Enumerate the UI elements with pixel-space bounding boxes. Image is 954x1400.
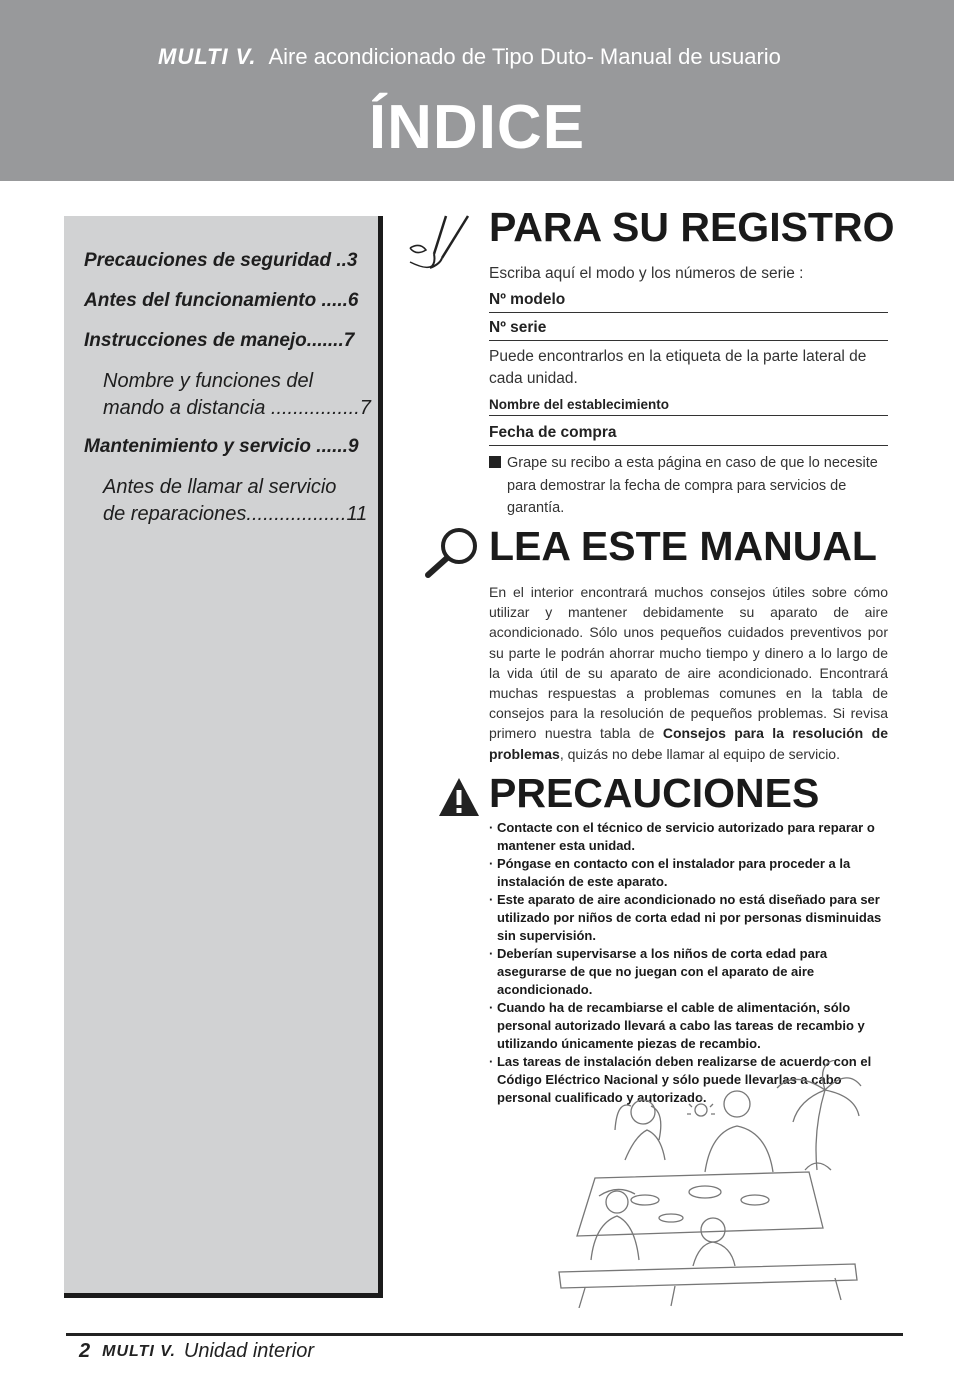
precaution-item: · Este aparato de aire acondicionado no está diseñado para ser utilizado por niños de corta edad ni por personas disminuidas sin supervisión.	[489, 892, 882, 943]
header-subtitle: Aire acondicionado de Tipo Duto- Manual de usuario	[268, 44, 781, 69]
section-title-registro: PARA SU REGISTRO	[489, 204, 895, 250]
registro-location-note: Puede encontrarlos en la etiqueta de la parte lateral de cada unidad.	[489, 348, 867, 387]
precaution-item: · Contacte con el técnico de servicio autorizado para reparar o mantener esta unidad.	[489, 820, 875, 853]
field-serie[interactable]: Nº serie	[489, 319, 888, 341]
page-title: ÍNDICE	[368, 93, 586, 162]
footer-rule	[66, 1333, 903, 1336]
toc-subitem-mando-line2[interactable]: mando a distancia ................7	[103, 397, 371, 419]
toc-subitem-mando-line1[interactable]: Nombre y funciones del	[103, 370, 314, 392]
precaution-item: · Cuando ha de recambiarse el cable de alimentación, sólo personal autorizado llevará a cabo las tareas de recambio y utilizando únicamente piezas de recambio.	[489, 1000, 865, 1051]
family-picnic-illustration	[555, 1060, 865, 1308]
precaution-item: · Deberían supervisarse a los niños de corta edad para asegurarse de que no juegan con el aparato de aire acondicionado.	[489, 946, 828, 997]
toc-item-antes-funcionamiento[interactable]: Antes del funcionamiento .....6	[84, 290, 359, 311]
toc-item-mantenimiento[interactable]: Mantenimiento y servicio ......9	[84, 436, 359, 457]
field-fecha-compra[interactable]: Fecha de compra	[489, 424, 888, 446]
registro-bullet-text: Grape su recibo a esta página en caso de que lo necesite para demostrar la fecha de compra para servicios de garantía.	[507, 455, 878, 516]
precaution-item: · Póngase en contacto con el instalador para proceder a la instalación de este aparato.	[489, 856, 851, 889]
page-number: 2	[79, 1340, 91, 1362]
toc-item-instrucciones[interactable]: Instrucciones de manejo.......7	[84, 330, 355, 351]
header-banner	[0, 0, 954, 181]
registro-bullet	[489, 452, 888, 520]
header-subtitle-row	[158, 44, 781, 70]
manual-body	[489, 582, 888, 764]
brand-logo: MULTI V.	[158, 44, 257, 69]
precaution-item: · Las tareas de instalación deben realizarse de acuerdo con el Código Eléctrico Nacional y sólo puede llevarlas a cabo personal cualificado y autorizado.	[489, 1054, 872, 1105]
manual-body-start: En el interior encontrará muchos consejos útiles sobre cómo utilizar y mantener debidamente su aparato de aire acondicionado. Sólo unos pequeños cuidados preventivos por su parte le podrán ahorrar mucho tiempo y dinero a lo largo de la vida útil de su aparato de aire acondicionado. Encontrará muchas respuestas a problemas comunes en la tabla de consejos para la resolución de pequeños problemas. Si revisa primero nuestra tabla de	[489, 584, 888, 742]
section-title-manual: LEA ESTE MANUAL	[489, 523, 877, 569]
toc-item-precauciones[interactable]: Precauciones de seguridad ..3	[84, 250, 358, 271]
toc-subitem-reparaciones-line2[interactable]: de reparaciones..................11	[103, 503, 368, 525]
pen-writing-icon	[406, 212, 478, 274]
section-title-precauciones: PRECAUCIONES	[489, 770, 820, 816]
field-establecimiento[interactable]: Nombre del establecimiento	[489, 397, 888, 416]
manual-body-bold: Consejos para la resolución de problemas	[489, 725, 888, 762]
footer-brand-logo: MULTI V.	[102, 1342, 176, 1360]
warning-triangle-icon	[437, 776, 481, 818]
footer-text: Unidad interior	[183, 1340, 314, 1362]
field-modelo[interactable]: Nº modelo	[489, 291, 888, 313]
registro-intro: Escriba aquí el modo y los números de serie :	[489, 265, 804, 282]
square-bullet-icon	[489, 456, 501, 468]
page-footer	[79, 1340, 314, 1363]
toc-subitem-reparaciones-line1[interactable]: Antes de llamar al servicio	[103, 476, 337, 498]
manual-body-end: , quizás no debe llamar al equipo de servicio.	[559, 745, 840, 762]
magnifier-icon	[422, 525, 482, 579]
